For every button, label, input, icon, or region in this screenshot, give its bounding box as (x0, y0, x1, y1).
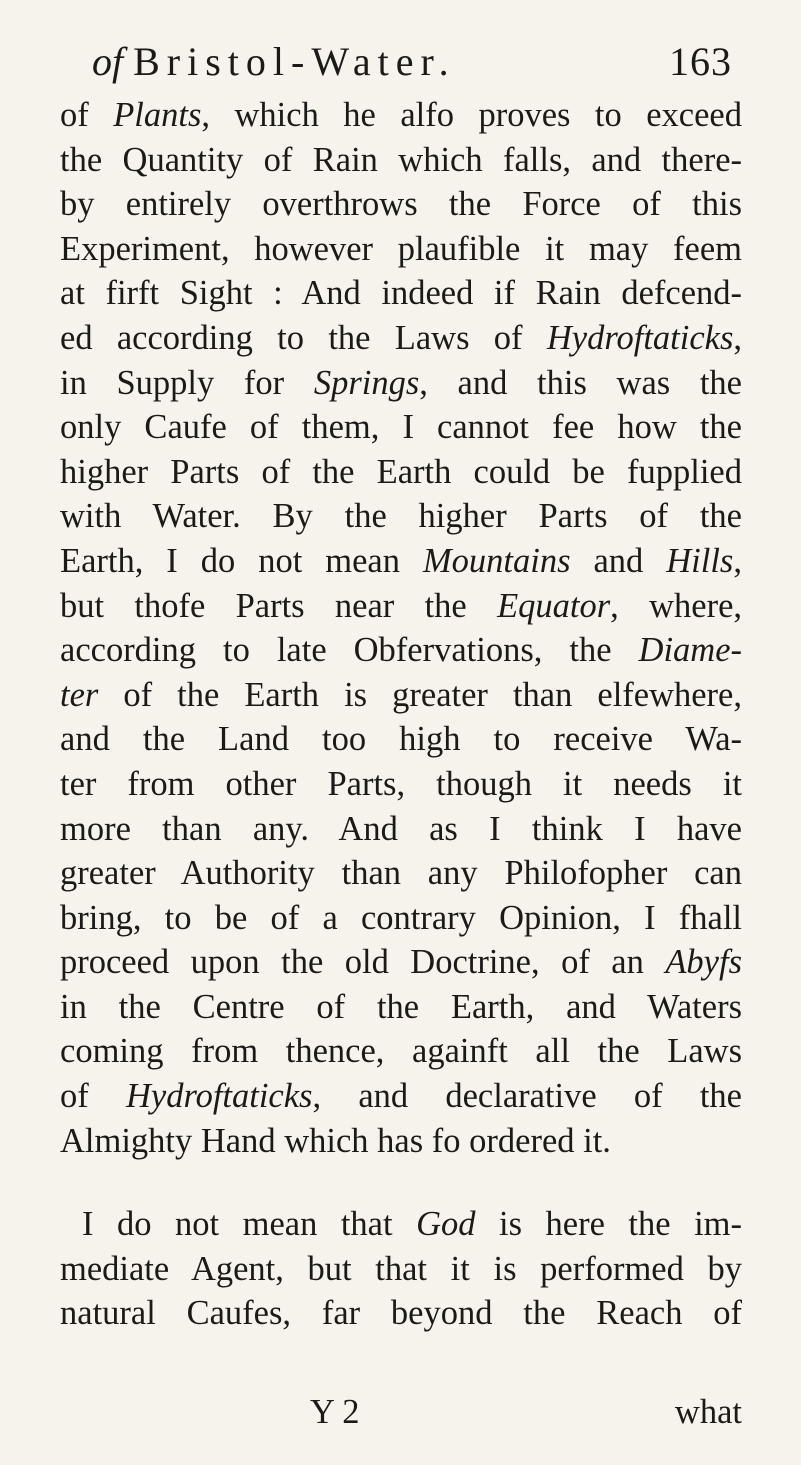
text-line: by entirely overthrows the Force of this (60, 185, 742, 224)
paragraph-gap (60, 1163, 742, 1202)
text-line: more than any. And as I think I have (60, 809, 742, 848)
body-text (60, 93, 742, 1336)
header-of: of (92, 39, 124, 84)
text-line: I do not mean that God is here the im- (82, 1205, 742, 1244)
text-line: the Quantity of Rain which falls, and there- (60, 140, 742, 179)
text-line: bring, to be of a contrary Opinion, I fhall (60, 898, 742, 937)
signature-mark: Y 2 (310, 1393, 360, 1431)
text-line: natural Caufes, far beyond the Reach of (60, 1294, 742, 1333)
text-line: higher Parts of the Earth could be fupplied (60, 452, 742, 491)
text-line: greater Authority than any Philofopher can (60, 854, 742, 893)
running-header (92, 38, 732, 86)
text-line: in Supply for Springs, and this was the (60, 363, 742, 402)
text-line: at firft Sight : And indeed if Rain defcend- (60, 274, 742, 313)
catchword: what (674, 1393, 742, 1431)
header-title: Bristol-Water. (133, 39, 456, 84)
text-line: Experiment, however plaufible it may feem (60, 229, 742, 268)
text-line: ter from other Parts, though it needs it (60, 764, 742, 803)
text-line: ter of the Earth is greater than elfewhere, (60, 675, 742, 714)
page-number: 163 (669, 39, 732, 84)
text-line: of Plants, which he alfo proves to exceed (60, 96, 743, 134)
text-line: according to late Obfervations, the Diame- (60, 631, 742, 670)
text-line: ed according to the Laws of Hydroftaticks, (60, 318, 742, 357)
text-line: of Hydroftaticks, and declarative of the (60, 1077, 742, 1116)
text-line: but thofe Parts near the Equator, where, (60, 586, 743, 625)
text-line: coming from thence, againft all the Laws (60, 1032, 742, 1071)
text-line: with Water. By the higher Parts of the (60, 497, 742, 536)
text-line: in the Centre of the Earth, and Waters (60, 987, 742, 1026)
text-line: proceed upon the old Doctrine, of an Abyfs (60, 943, 742, 982)
text-line: and the Land too high to receive Wa- (60, 720, 742, 759)
text-line: mediate Agent, but that it is performed by (60, 1249, 742, 1288)
text-line: Earth, I do not mean Mountains and Hills, (60, 541, 742, 580)
text-line: Almighty Hand which has fo ordered it. (60, 1121, 611, 1160)
text-line: only Caufe of them, I cannot fee how the (60, 408, 742, 447)
